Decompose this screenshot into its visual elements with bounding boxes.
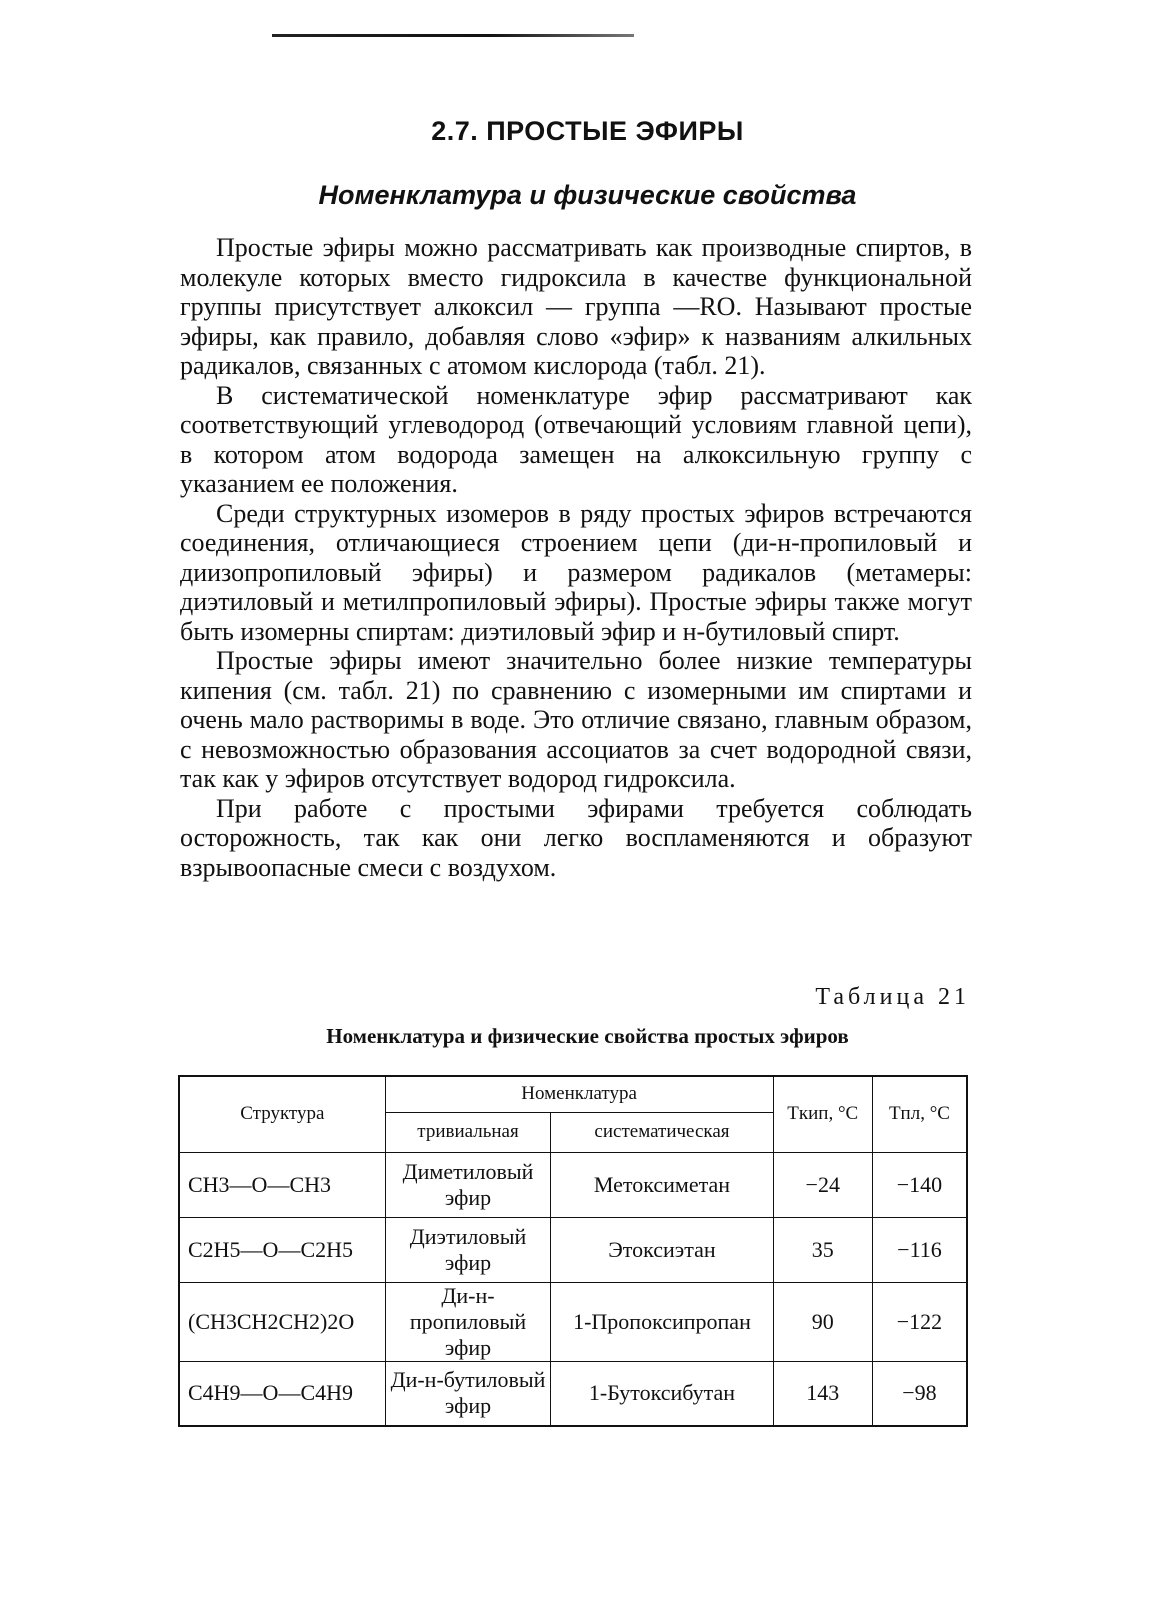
table-number: Таблица 21 [815,984,970,1010]
ethers-table [178,1075,968,1427]
paragraph: При работе с простыми эфирами требуется соблюдать осторожность, так как они легко воспламеняются и образуют взрывоопасные смеси с воздухом. [180,793,972,882]
cell-trivial: Ди-н-пропиловый эфир [385,1282,551,1361]
header-systematic: систематическая [551,1112,773,1152]
cell-boiling-point: 143 [773,1361,872,1426]
header-melting-point: Tпл, °C [872,1076,967,1152]
cell-trivial: Ди-н-бутиловый эфир [385,1361,551,1426]
cell-melting-point: −122 [872,1282,967,1361]
cell-systematic: Метоксиметан [551,1152,773,1217]
cell-systematic: Этоксиэтан [551,1217,773,1282]
body-text [180,233,972,882]
top-rule [272,34,634,37]
cell-boiling-point: 90 [773,1282,872,1361]
cell-melting-point: −116 [872,1217,967,1282]
cell-trivial: Диметиловый эфир [385,1152,551,1217]
cell-melting-point: −98 [872,1361,967,1426]
header-trivial: тривиальная [385,1112,551,1152]
cell-structure: C2H5—O—C2H5 [179,1217,385,1282]
cell-systematic: 1-Пропоксипропан [551,1282,773,1361]
paragraph: В систематической номенклатуре эфир рассматривают как соответствующий углеводород (отвечающий условиям главной цепи), в котором атом водорода замещен на алкоксильную группу с указанием ее положения. [180,380,972,498]
cell-trivial: Диэтиловый эфир [385,1217,551,1282]
subsection-title: Номенклатура и физические свойства [318,180,857,210]
cell-boiling-point: 35 [773,1217,872,1282]
paragraph: Среди структурных изомеров в ряду простых эфиров встречаются соединения, отличающиеся строением цепи (ди-н-пропиловый и диизопропиловый эфиры) и размером радикалов (метамеры: диэтиловый и метилпропиловый эфиры). Простые эфиры также могут быть изомерны спиртам: диэтиловый эфир и н-бутиловый спирт. [180,498,972,646]
table-row [179,1217,967,1282]
paragraph: Простые эфиры имеют значительно более низкие температуры кипения (см. табл. 21) по сравнению с изомерными им спиртами и очень мало растворимы в воде. Это отличие связано, главным образом, с невозможностью образования ассоциатов за счет водородной связи, так как у эфиров отсутствует водород гидроксила. [180,646,972,793]
paragraph: Простые эфиры можно рассматривать как производные спиртов, в молекуле которых вместо гидроксила в качестве функциональной группы присутствует алкоксил — группа —RO. Называют простые эфиры, как правило, добавляя слово «эфир» к названиям алкильных радикалов, связанных с атомом кислорода (табл. 21). [180,233,972,380]
header-boiling-point: Tкип, °C [773,1076,872,1152]
cell-structure: C4H9—O—C4H9 [179,1361,385,1426]
table-title: Номенклатура и физические свойства простых эфиров [326,1024,849,1048]
table-row [179,1282,967,1361]
header-nomenclature: Номенклатура [385,1076,773,1112]
cell-structure: (CH3CH2CH2)2O [179,1282,385,1361]
cell-melting-point: −140 [872,1152,967,1217]
table-row [179,1361,967,1426]
table-row [179,1152,967,1217]
cell-structure: CH3—O—CH3 [179,1152,385,1217]
cell-systematic: 1-Бутоксибутан [551,1361,773,1426]
header-structure: Структура [179,1076,385,1152]
section-title: 2.7. ПРОСТЫЕ ЭФИРЫ [431,116,744,146]
cell-boiling-point: −24 [773,1152,872,1217]
